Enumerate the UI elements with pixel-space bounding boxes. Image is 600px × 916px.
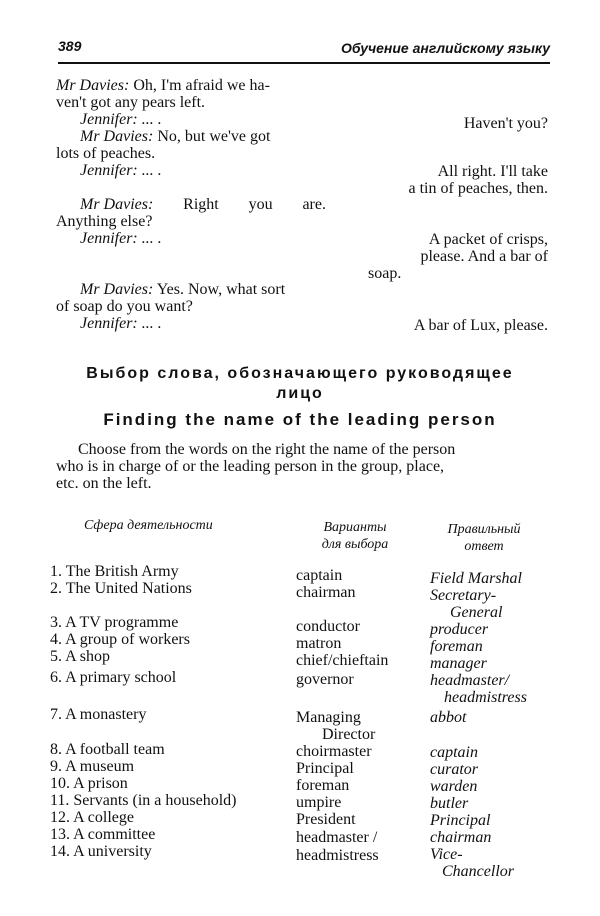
option-item: headmaster / — [296, 829, 378, 846]
sphere-item: 14. A university — [50, 843, 152, 860]
section-title-ru-cont: лицо — [276, 385, 324, 402]
dialogue-line: Mr Davies: No, but we've got — [80, 128, 271, 145]
response-line: A bar of Lux, please. — [413, 317, 548, 334]
column-header-options: Варианты — [323, 520, 387, 535]
answer-item: chairman — [430, 829, 492, 846]
option-item: choirmaster — [296, 743, 372, 760]
answer-item: warden — [430, 778, 478, 795]
dialogue-line: ven't got any pears left. — [56, 94, 206, 111]
answer-item: headmaster/ — [430, 672, 510, 689]
dialogue-line: Jennifer: ... . — [80, 111, 162, 128]
sphere-item: 5. A shop — [50, 648, 111, 665]
answer-item: Secretary- — [430, 587, 497, 604]
section-title-ru: Выбор слова, обозначающего руководящее — [86, 365, 514, 382]
page-number: 389 — [58, 38, 82, 54]
option-item: captain — [296, 567, 343, 584]
answer-item: headmistress — [444, 689, 527, 706]
sphere-item: 2. The United Nations — [50, 580, 192, 597]
sphere-item: 3. A TV programme — [50, 614, 179, 631]
option-item: matron — [296, 635, 342, 652]
answer-item: captain — [430, 744, 478, 761]
answer-item: abbot — [430, 709, 467, 726]
response-line: please. And a bar of — [420, 248, 548, 265]
dialogue-line: Jennifer: ... . — [80, 162, 162, 179]
response-line: a tin of peaches, then. — [408, 180, 548, 197]
dialogue-line: Mr Davies: Oh, I'm afraid we ha- — [56, 77, 270, 94]
answer-item: Principal — [430, 812, 491, 829]
column-header-options-cont: для выбора — [321, 537, 389, 552]
option-item: Managing — [296, 709, 361, 726]
option-item: President — [296, 811, 356, 828]
answer-item: producer — [430, 621, 489, 638]
dialogue-line: Mr Davies: Yes. Now, what sort — [80, 281, 286, 298]
option-item: foreman — [296, 777, 350, 794]
sphere-item: 8. A football team — [50, 741, 165, 758]
response-line: A packet of crisps, — [428, 231, 548, 248]
answer-item: Field Marshal — [430, 570, 522, 587]
option-item: governor — [296, 671, 354, 688]
answer-item: curator — [430, 761, 478, 778]
section-title-en: Finding the name of the leading person — [103, 410, 497, 429]
option-item: Principal — [296, 760, 354, 777]
column-header-answer-cont: ответ — [464, 539, 504, 554]
response-line: soap. — [368, 265, 402, 282]
instruction-line: who is in charge of or the leading person in the group, place, — [56, 458, 445, 475]
instruction-line: etc. on the left. — [56, 475, 152, 492]
dialogue-line: Anything else? — [56, 213, 153, 230]
dialogue-line: Jennifer: ... . — [80, 230, 162, 247]
sphere-item: 6. A primary school — [50, 669, 177, 686]
dialogue-line: lots of peaches. — [56, 145, 156, 162]
column-header-sphere: Сфера деятельности — [84, 518, 213, 533]
response-line: Haven't you? — [463, 115, 548, 132]
sphere-item: 11. Servants (in a household) — [50, 792, 237, 809]
sphere-item: 9. A museum — [50, 758, 135, 775]
answer-item: Vice- — [430, 846, 463, 863]
answer-item: Chancellor — [442, 863, 514, 880]
sphere-item: 7. A monastery — [50, 706, 147, 723]
dialogue-line: of soap do you want? — [56, 298, 193, 315]
answer-item: manager — [430, 655, 487, 672]
option-item: chief/chieftain — [296, 652, 389, 669]
answer-item: foreman — [430, 638, 483, 655]
response-line: All right. I'll take — [437, 163, 548, 180]
option-item: Director — [322, 726, 376, 743]
sphere-item: 13. A committee — [50, 826, 156, 843]
option-item: headmistress — [296, 847, 379, 864]
running-title: Обучение английскому языку — [340, 40, 550, 56]
sphere-item: 1. The British Army — [50, 563, 179, 580]
sphere-item: 10. A prison — [50, 775, 128, 792]
instruction-line: Choose from the words on the right the name of the person — [78, 441, 456, 458]
column-header-answer: Правильный — [447, 522, 521, 537]
sphere-item: 12. A college — [50, 809, 134, 826]
answer-item: butler — [430, 795, 469, 812]
option-item: conductor — [296, 618, 360, 635]
header-rule — [58, 62, 550, 64]
dialogue-line: Mr Davies: Right you are. — [80, 196, 326, 213]
option-item: umpire — [296, 794, 342, 811]
sphere-item: 4. A group of workers — [50, 631, 190, 648]
answer-item: General — [450, 604, 503, 621]
option-item: chairman — [296, 584, 356, 601]
dialogue-line: Jennifer: ... . — [80, 315, 162, 332]
